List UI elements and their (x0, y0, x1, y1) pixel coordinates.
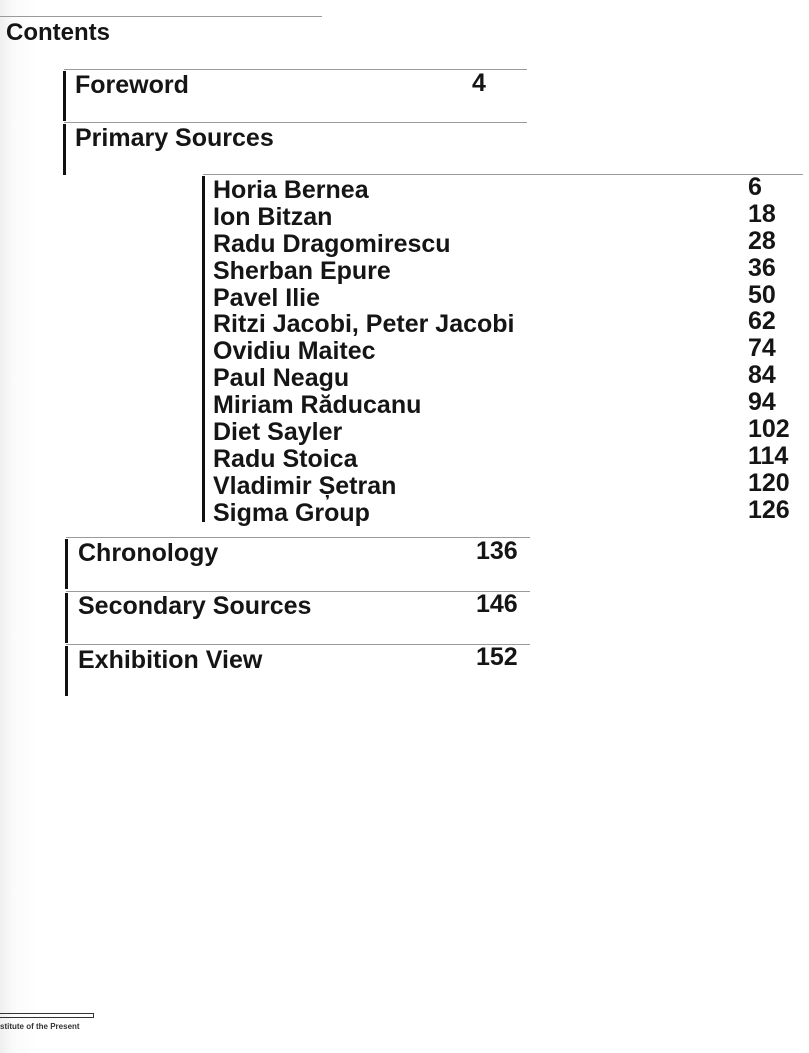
page-title: Contents (6, 19, 110, 46)
heading-rule (0, 16, 322, 17)
toc-artist-name[interactable]: Ovidiu Maitec (213, 337, 376, 365)
primary-sources-rule (64, 122, 527, 123)
toc-artist-page: 62 (748, 307, 776, 335)
foreword-rule (64, 69, 527, 70)
artists-bar (202, 176, 205, 522)
toc-artist-page: 120 (748, 469, 790, 497)
toc-foreword-title[interactable]: Foreword (75, 71, 189, 99)
toc-artist-name[interactable]: Sigma Group (213, 499, 370, 527)
toc-artist-page: 84 (748, 361, 776, 389)
toc-artist-name[interactable]: Pavel Ilie (213, 284, 321, 312)
exhibition-view-rule (66, 644, 530, 645)
artists-rule (203, 174, 803, 175)
toc-exhibition-view-title[interactable]: Exhibition View (78, 646, 263, 674)
footer-label: stitute of the Present (0, 1022, 80, 1031)
toc-chronology-page: 136 (476, 537, 518, 565)
toc-artist-name[interactable]: Miriam Răducanu (213, 391, 422, 419)
toc-chronology-title[interactable]: Chronology (78, 539, 219, 567)
toc-artist-name[interactable]: Diet Sayler (213, 418, 343, 446)
foreword-bar (63, 71, 66, 121)
secondary-sources-bar (65, 593, 68, 643)
toc-artist-page: 6 (748, 173, 762, 201)
toc-exhibition-view-page: 152 (476, 643, 518, 671)
toc-artist-page: 74 (748, 334, 776, 362)
exhibition-view-bar (65, 646, 68, 696)
toc-artist-page: 50 (748, 281, 776, 309)
footer-rule (0, 1013, 94, 1018)
toc-artist-page: 102 (748, 415, 790, 443)
toc-artist-page: 126 (748, 496, 790, 524)
toc-artist-page: 114 (748, 442, 789, 470)
toc-secondary-sources-page: 146 (476, 590, 518, 618)
primary-sources-bar (63, 124, 66, 175)
toc-secondary-sources-title[interactable]: Secondary Sources (78, 592, 312, 620)
toc-artist-name[interactable]: Horia Bernea (213, 176, 369, 204)
toc-artist-name[interactable]: Sherban Epure (213, 257, 391, 285)
toc-artist-name[interactable]: Ritzi Jacobi, Peter Jacobi (213, 310, 515, 338)
toc-foreword-page: 4 (472, 69, 486, 97)
toc-artist-page: 94 (748, 388, 776, 416)
toc-artist-name[interactable]: Vladimir Șetran (213, 472, 397, 500)
chronology-bar (65, 539, 68, 589)
toc-artist-page: 36 (748, 254, 776, 282)
toc-artist-page: 18 (748, 200, 776, 228)
toc-primary-sources-title[interactable]: Primary Sources (75, 124, 274, 152)
toc-artist-name[interactable]: Radu Stoica (213, 445, 358, 473)
toc-artist-name[interactable]: Radu Dragomirescu (213, 230, 451, 258)
toc-artist-name[interactable]: Paul Neagu (213, 364, 350, 392)
chronology-rule (66, 537, 530, 538)
toc-artist-page: 28 (748, 227, 776, 255)
toc-artist-name[interactable]: Ion Bitzan (213, 203, 333, 231)
